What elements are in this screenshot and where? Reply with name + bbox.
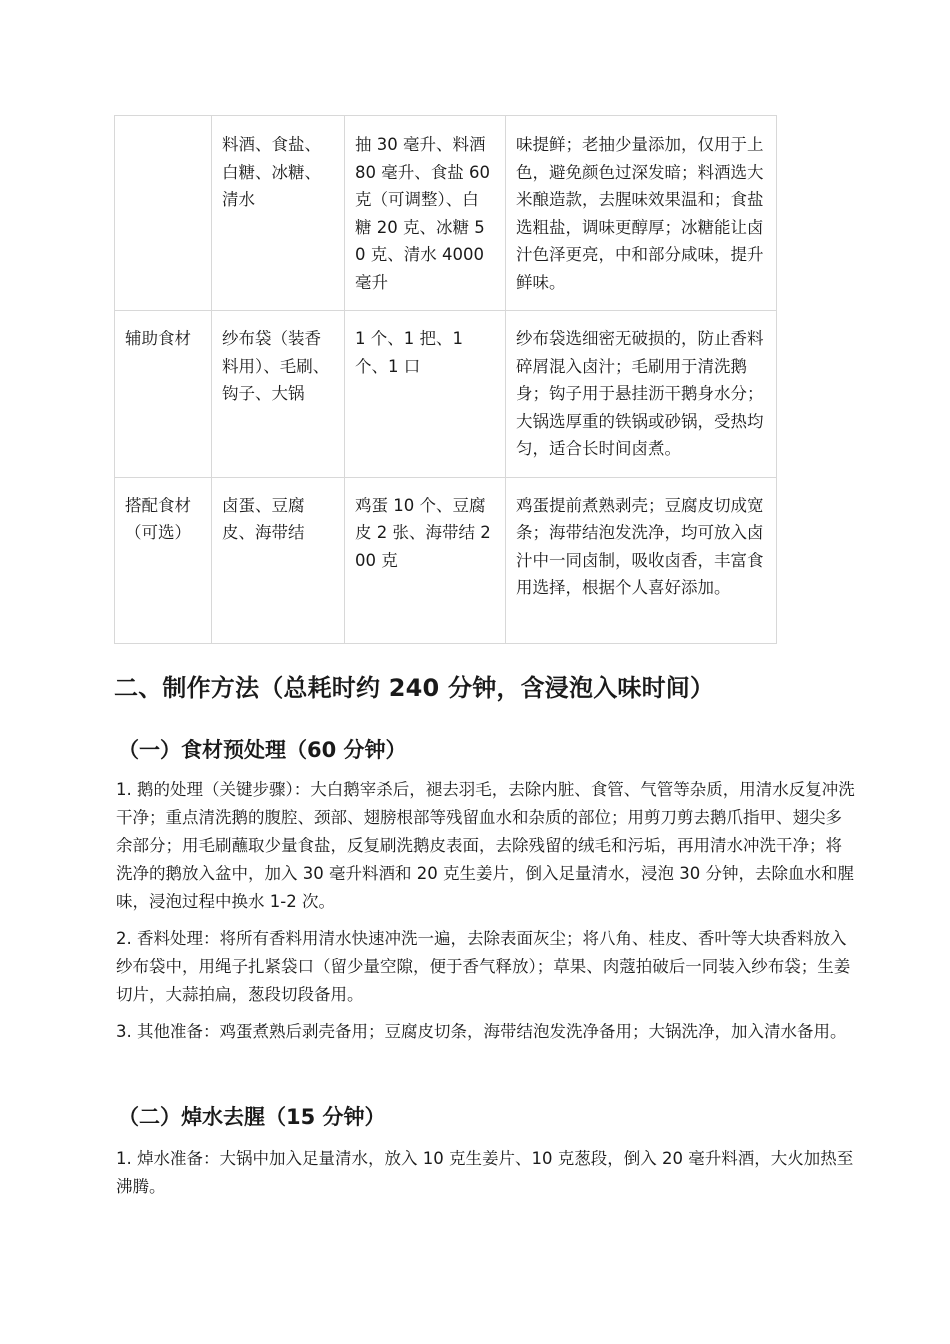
items-cell: 卤蛋、豆腐皮、海带结 <box>212 477 345 643</box>
table-row <box>115 477 777 643</box>
note-cell: 鸡蛋提前煮熟剥壳；豆腐皮切成宽条；海带结泡发洗净，均可放入卤汁中一同卤制，吸收卤香，丰富食用选择，根据个人喜好添加。 <box>506 477 777 643</box>
paragraph-goose-prep: 1. 鹅的处理（关键步骤）：大白鹅宰杀后，褪去羽毛，去除内脏、食管、气管等杂质，用清水反复冲洗干净；重点清洗鹅的腹腔、颈部、翅膀根部等残留血水和杂质的部位；用剪刀剪去鹅爪指甲、翅尖多余部分；用毛刷蘸取少量食盐，反复刷洗鹅皮表面，去除残留的绒毛和污垢，再用清水冲洗干净；将洗净的鹅放入盆中，加入 30 毫升料酒和 20 克生姜片，倒入足量清水，浸泡 30 分钟，去除血水和腥味，浸泡过程中换水 1-2 次。 <box>116 780 855 911</box>
ingredient-table <box>114 115 777 644</box>
ingredient-table-container <box>114 115 777 644</box>
paragraph-blanch-prep: 1. 焯水准备：大锅中加入足量清水，放入 10 克生姜片、10 克葱段，倒入 20 毫升料酒，大火加热至沸腾。 <box>116 1149 854 1196</box>
amount-cell: 抽 30 毫升、料酒 80 毫升、食盐 60 克（可调整）、白糖 20 克、冰糖 50 克、清水 4000 毫升 <box>345 116 506 311</box>
paragraph-spice-prep: 2. 香料处理：将所有香料用清水快速冲洗一遍，去除表面灰尘；将八角、桂皮、香叶等大块香料放入纱布袋中，用绳子扎紧袋口（留少量空隙，便于香气释放）；草果、肉蔻拍破后一同装入纱布袋；生姜切片，大蒜拍扁，葱段切段备用。 <box>116 929 851 1004</box>
category-cell: 辅助食材 <box>115 311 212 478</box>
section-heading-method: 二、制作方法（总耗时约 240 分钟，含浸泡入味时间） <box>114 674 715 702</box>
items-cell: 纱布袋（装香料用）、毛刷、钩子、大锅 <box>212 311 345 478</box>
paragraph-other-prep: 3. 其他准备：鸡蛋煮熟后剥壳备用；豆腐皮切条，海带结泡发洗净备用；大锅洗净，加入清水备用。 <box>116 1022 847 1041</box>
note-cell: 纱布袋选细密无破损的，防止香料碎屑混入卤汁；毛刷用于清洗鹅身；钩子用于悬挂沥干鹅身水分；大锅选厚重的铁锅或砂锅，受热均匀，适合长时间卤煮。 <box>506 311 777 478</box>
amount-cell: 1 个、1 把、1 个、1 口 <box>345 311 506 478</box>
note-cell: 味提鲜；老抽少量添加，仅用于上色，避免颜色过深发暗；料酒选大米酿造款，去腥味效果温和；食盐选粗盐，调味更醇厚；冰糖能让卤汁色泽更亮，中和部分咸味，提升鲜味。 <box>506 116 777 311</box>
items-cell: 料酒、食盐、白糖、冰糖、清水 <box>212 116 345 311</box>
table-row <box>115 116 777 311</box>
table-row <box>115 311 777 478</box>
subheading-blanch: （二）焯水去腥（15 分钟） <box>118 1105 386 1129</box>
amount-cell: 鸡蛋 10 个、豆腐皮 2 张、海带结 200 克 <box>345 477 506 643</box>
subheading-preprocess: （一）食材预处理（60 分钟） <box>118 738 407 762</box>
category-cell: 搭配食材（可选） <box>115 477 212 643</box>
category-cell <box>115 116 212 311</box>
